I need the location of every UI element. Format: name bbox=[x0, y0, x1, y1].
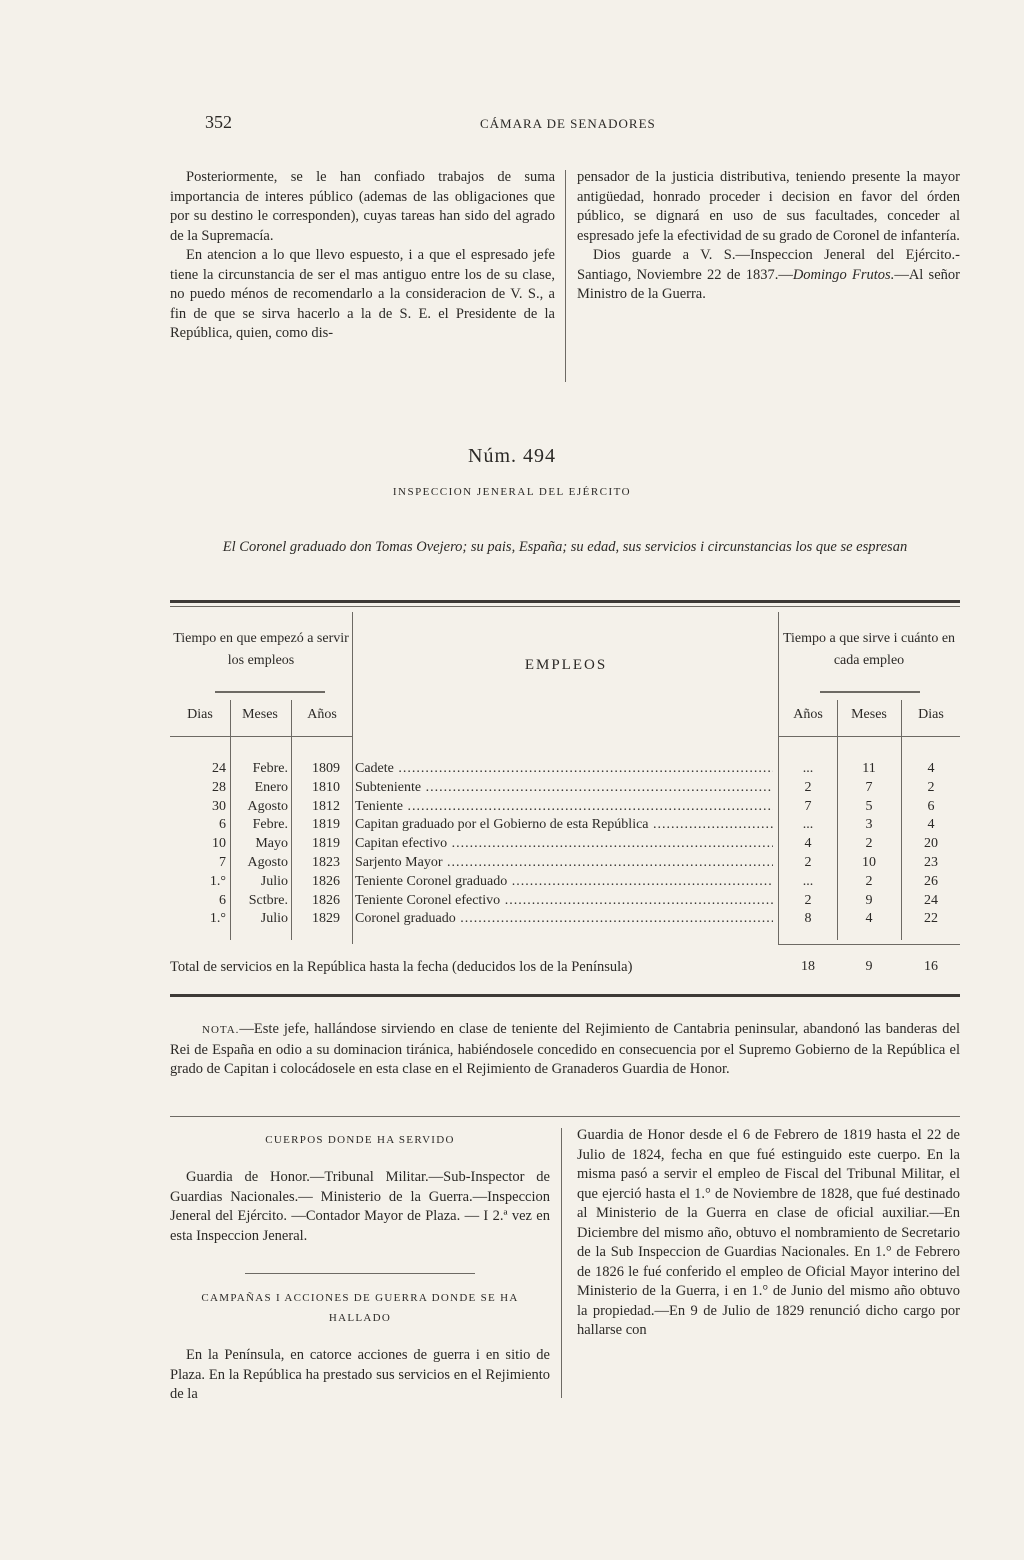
table-vrule bbox=[352, 612, 353, 944]
section-rule bbox=[170, 1116, 960, 1117]
row-dias-r: 23 bbox=[924, 855, 938, 870]
closing-text: Dios guarde a V. S.—Inspeccion Jeneral del Ejército.- Santiago, Noviembre 22 de 1837.— bbox=[577, 247, 960, 283]
total-anos: 18 bbox=[801, 959, 815, 974]
total-dias: 16 bbox=[924, 959, 938, 974]
paragraph: En atencion a lo que llevo espuesto, i a que el espresado jefe tiene la circunstancia de ser el mas antiguo entre los de su clase, no puedo ménos de recomendarlo a la consideracion de V. S., a fin de que se sirva hacerlo a la de S. E. el Presidente de la República, quien, como dis- bbox=[170, 247, 555, 341]
top-left-column bbox=[170, 168, 555, 344]
row-dias-r: 6 bbox=[927, 798, 935, 814]
row-dia: 6 bbox=[219, 817, 226, 833]
row-anos-r: ... bbox=[802, 873, 814, 889]
col-dias: Dias bbox=[187, 707, 213, 722]
row-meses-r: 7 bbox=[865, 779, 873, 795]
row-anos-r: 2 bbox=[804, 892, 812, 908]
row-dia: 1.° bbox=[209, 873, 226, 889]
total-meses: 9 bbox=[865, 959, 873, 974]
table-top-rule bbox=[170, 600, 960, 603]
row-empleo: Cadete ..... bbox=[355, 760, 773, 778]
row-anos-r: 7 bbox=[804, 798, 812, 814]
row-meses-r: 11 bbox=[862, 761, 876, 776]
header-swash-left bbox=[215, 691, 325, 693]
row-dia: 7 bbox=[219, 855, 226, 870]
paragraph: pensador de la justicia distributiva, teniendo presente la mayor antigüedad, honrado proceder i decision en favor del órden público, se dignará en uso de sus facultades, conceder al espresado jefe la efectividad de su grado de Coronel de infantería. bbox=[577, 169, 960, 244]
campanas-text: En la Península, en catorce acciones de guerra i en sitio de Plaza. En la República ha prestado sus servicios en el Rejimiento de la bbox=[170, 1347, 550, 1402]
row-empleo: Coronel graduado ..... bbox=[355, 910, 773, 928]
table-vrule bbox=[291, 700, 292, 940]
nota-label: NOTA. bbox=[202, 1024, 240, 1036]
row-mes: Enero bbox=[254, 779, 288, 795]
nota-text: —Este jefe, hallándose sirviendo en clase de teniente del Rejimiento de Cantabria peninsular, abandonó las banderas del Rei de España en odio a su dominacion tiránica, habiéndosele concedido en consecuencia por el Supremo Gobierno de la República el grado de Capitan i colocádosele en esta clase en el Rejimiento de Granaderos Guardia de Honor. bbox=[170, 1021, 960, 1077]
row-empleo: Teniente Coronel graduado ..... bbox=[355, 873, 773, 891]
cuerpos-column bbox=[170, 1168, 550, 1246]
nota-paragraph bbox=[170, 1020, 960, 1080]
row-meses-r: 3 bbox=[865, 817, 873, 833]
row-dia: 28 bbox=[212, 779, 226, 795]
table-vrule bbox=[778, 612, 779, 944]
row-anos-r: 2 bbox=[804, 779, 812, 795]
row-empleo: Capitan efectivo ..... bbox=[355, 835, 773, 853]
campanas-title: CAMPAÑAS I ACCIONES DE GUERRA DONDE SE HA HALLADO bbox=[201, 1292, 519, 1324]
row-meses-r: 2 bbox=[865, 873, 873, 889]
column-rule bbox=[565, 170, 566, 382]
right-header: Tiempo a que sirve i cuánto en cada empleo bbox=[782, 631, 956, 668]
row-mes: Julio bbox=[260, 873, 288, 889]
total-rule bbox=[778, 944, 960, 945]
document-subtitle: INSPECCION JENERAL DEL EJÉRCITO bbox=[392, 486, 632, 498]
document-number: Núm. 494 bbox=[468, 445, 556, 467]
row-ano: 1819 bbox=[312, 836, 340, 852]
row-ano: 1826 bbox=[312, 892, 340, 908]
row-dias-r: 20 bbox=[924, 836, 938, 852]
bottom-right-column bbox=[577, 1126, 960, 1341]
document-description: El Coronel graduado don Tomas Ovejero; su pais, España; su edad, sus servicios i circunstancias los que se espresan bbox=[222, 539, 908, 555]
signature-name: Domingo Frutos. bbox=[792, 266, 895, 283]
row-dia: 24 bbox=[212, 761, 226, 776]
header-underline-left bbox=[170, 736, 352, 737]
row-anos-r: ... bbox=[802, 817, 814, 833]
row-dias-r: 4 bbox=[927, 817, 935, 833]
total-label: Total de servicios en la República hasta la fecha (deducidos los de la Península) bbox=[170, 959, 633, 975]
row-dia: 1.° bbox=[209, 911, 226, 927]
row-ano: 1809 bbox=[312, 761, 340, 776]
row-empleo: Capitan graduado por el Gobierno de esta República ..... bbox=[355, 816, 773, 834]
row-meses-r: 10 bbox=[862, 855, 876, 870]
top-right-column bbox=[577, 168, 960, 305]
row-meses-r: 9 bbox=[865, 892, 873, 908]
row-empleo: Subteniente ..... bbox=[355, 779, 773, 797]
paragraph bbox=[577, 246, 960, 305]
running-head: CÁMARA DE SENADORES bbox=[480, 116, 656, 131]
table-top-rule-thin bbox=[170, 606, 960, 607]
row-dias-r: 4 bbox=[927, 761, 935, 776]
col-anos: Años bbox=[307, 707, 337, 722]
cuerpos-text: Guardia de Honor.—Tribunal Militar.—Sub-Inspector de Guardias Nacionales.— Ministerio de la Guerra.—Inspeccion Jeneral del Ejército. —Contador Mayor de Plaza. — I 2.ª vez en esta Inspeccion Jeneral. bbox=[170, 1169, 550, 1244]
row-dias-r: 24 bbox=[924, 892, 938, 908]
left-header: Tiempo en que empezó a servir los empleos bbox=[173, 631, 349, 668]
campanas-column bbox=[170, 1346, 550, 1405]
cuerpos-title: CUERPOS DONDE HA SERVIDO bbox=[265, 1134, 455, 1146]
row-empleo: Teniente ..... bbox=[355, 798, 773, 816]
table-bottom-rule bbox=[170, 994, 960, 997]
col-meses: Meses bbox=[242, 707, 278, 722]
row-ano: 1819 bbox=[312, 817, 340, 833]
header-swash-right bbox=[820, 691, 920, 693]
column-rule bbox=[561, 1128, 562, 1398]
row-mes: Mayo bbox=[255, 836, 288, 852]
row-dias-r: 2 bbox=[927, 779, 935, 795]
row-mes: Sctbre. bbox=[248, 892, 288, 908]
row-mes: Febre. bbox=[252, 761, 288, 776]
row-empleo: Teniente Coronel efectivo ..... bbox=[355, 892, 773, 910]
row-dia: 10 bbox=[212, 836, 226, 852]
row-anos-r: 2 bbox=[804, 855, 812, 870]
col-anos-r: Años bbox=[793, 707, 823, 722]
row-ano: 1812 bbox=[312, 798, 340, 814]
row-anos-r: 4 bbox=[804, 836, 812, 852]
service-history-text: Guardia de Honor desde el 6 de Febrero de 1819 hasta el 22 de Julio de 1824, fecha en que fué estinguido este cuerpo. En la misma pasó a servir el empleo de Fiscal del Tribunal Militar, el que ejerció hasta el 1.° de Noviembre de 1828, que fué destinado al Ministerio de la Guerra en clase de oficial auxiliar.—En Diciembre del mismo año, obtuvo el nombramiento de Secretario de la Sub Inspeccion de Guardias Nacionales. En 1.° de Febrero de 1826 le fué conferido el empleo de Oficial Mayor interino del Ministerio de la Guerra, i en 1.° de Junio del mismo año obtuvo la propiedad.—En 9 de Julio de 1829 renunció dicho cargo por hallarse con bbox=[577, 1127, 960, 1338]
row-mes: Julio bbox=[260, 911, 288, 927]
col-dias-r: Dias bbox=[918, 707, 944, 722]
row-meses-r: 4 bbox=[865, 911, 873, 927]
row-meses-r: 2 bbox=[865, 836, 873, 852]
row-dia: 30 bbox=[212, 798, 226, 814]
row-ano: 1826 bbox=[312, 873, 340, 889]
row-anos-r: ... bbox=[802, 761, 814, 776]
row-mes: Agosto bbox=[247, 798, 288, 814]
row-anos-r: 8 bbox=[804, 911, 812, 927]
row-ano: 1829 bbox=[312, 911, 340, 927]
row-ano: 1810 bbox=[312, 779, 340, 795]
row-meses-r: 5 bbox=[865, 798, 873, 814]
row-ano: 1823 bbox=[312, 855, 340, 870]
page-header bbox=[205, 112, 965, 142]
short-rule bbox=[245, 1273, 475, 1274]
page-number: 352 bbox=[205, 112, 232, 132]
row-dias-r: 22 bbox=[924, 911, 938, 927]
paragraph: Posteriormente, se le han confiado trabajos de suma importancia de interes público (ademas de las obligaciones que por su destino le corresponden), cuyas tareas han sido del agrado de la Supremacía. bbox=[170, 169, 555, 244]
col-meses-r: Meses bbox=[851, 707, 887, 722]
addressee: —Al señor Ministro de la Guerra. bbox=[577, 266, 960, 302]
row-mes: Febre. bbox=[252, 817, 288, 833]
table-vrule bbox=[230, 700, 231, 940]
header-underline-right bbox=[778, 736, 960, 737]
row-empleo: Sarjento Mayor ..... bbox=[355, 854, 773, 872]
row-dia: 6 bbox=[219, 892, 226, 908]
row-mes: Agosto bbox=[247, 855, 288, 870]
row-dias-r: 26 bbox=[924, 873, 938, 889]
center-header: EMPLEOS bbox=[524, 657, 608, 673]
